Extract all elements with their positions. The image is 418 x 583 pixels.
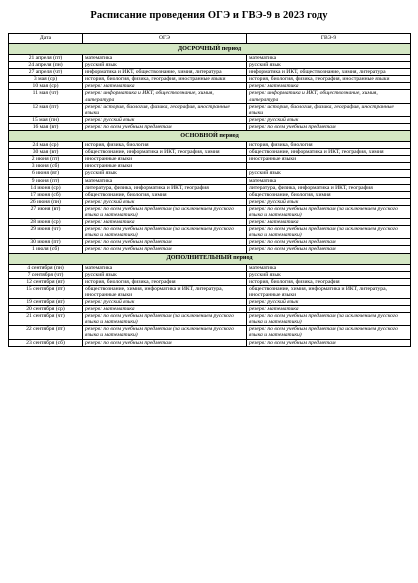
table-row — [9, 163, 411, 170]
oge-cell: информатика и ИКТ, обществознание, химия, литература — [83, 69, 247, 76]
table-row — [9, 90, 411, 103]
date-cell: 6 июня (вт) — [9, 170, 83, 177]
date-cell: 21 сентября (чт) — [9, 313, 83, 326]
table-row — [9, 306, 411, 313]
table-row — [9, 226, 411, 239]
date-cell: 30 мая (вт) — [9, 149, 83, 156]
gve-cell: русский язык — [247, 271, 411, 278]
oge-cell: резерв: по всем учебным предметам (за исключением русского языка и математики) — [83, 205, 247, 218]
date-cell: 26 июня (пн) — [9, 198, 83, 205]
table-row — [9, 76, 411, 83]
gve-cell: математика — [247, 55, 411, 62]
table-row — [9, 170, 411, 177]
oge-cell: история, биология, физика, география — [83, 278, 247, 285]
gve-cell: резерв: информатика и ИКТ, обществознание, химия, литература — [247, 90, 411, 103]
table-row — [9, 83, 411, 90]
gve-cell: резерв: история, биология, физика, география, иностранные языки — [247, 103, 411, 116]
date-cell: 16 мая (вт) — [9, 123, 83, 130]
date-cell: 29 июня (чт) — [9, 226, 83, 239]
section-header-row — [9, 253, 411, 264]
oge-cell: литература, физика, информатика и ИКТ, география — [83, 184, 247, 191]
date-cell: 7 сентября (чт) — [9, 271, 83, 278]
table-row — [9, 205, 411, 218]
gve-cell: история, физика, биология — [247, 142, 411, 149]
date-cell: 3 мая (ср) — [9, 76, 83, 83]
gve-cell: русский язык — [247, 170, 411, 177]
page-title: Расписание проведения ОГЭ и ГВЭ-9 в 2023 году — [90, 10, 328, 21]
table-header-row — [9, 34, 411, 44]
gve-cell: резерв: русский язык — [247, 116, 411, 123]
table-row — [9, 55, 411, 62]
date-cell: 14 июня (ср) — [9, 184, 83, 191]
gve-cell: история, биология, физика, география — [247, 278, 411, 285]
oge-cell: резерв: математика — [83, 83, 247, 90]
date-cell: 30 июня (пт) — [9, 239, 83, 246]
oge-cell: резерв: по всем учебным предметам (за исключением русского языка и математики) — [83, 313, 247, 326]
date-cell: 23 сентября (сб) — [9, 339, 83, 346]
date-cell: 3 июня (сб) — [9, 163, 83, 170]
table-row — [9, 191, 411, 198]
table-row — [9, 299, 411, 306]
table-row — [9, 142, 411, 149]
date-cell: 1 июля (сб) — [9, 246, 83, 253]
oge-cell: математика — [83, 264, 247, 271]
table-row — [9, 271, 411, 278]
table-row — [9, 123, 411, 130]
table-row — [9, 219, 411, 226]
table-row — [9, 184, 411, 191]
oge-cell: резерв: по всем учебным предметам — [83, 246, 247, 253]
oge-cell: резерв: русский язык — [83, 116, 247, 123]
date-cell: 10 мая (ср) — [9, 83, 83, 90]
oge-cell: резерв: по всем учебным предметам (за исключением русского языка и математики) — [83, 326, 247, 339]
date-cell: 27 июня (вт) — [9, 205, 83, 218]
gve-cell: резерв: по всем учебным предметам (за исключением русского языка и математики) — [247, 226, 411, 239]
table-row — [9, 156, 411, 163]
oge-cell: резерв: по всем учебным предметам (за исключением русского языка и математики) — [83, 226, 247, 239]
gve-cell: литература, физика, информатика и ИКТ, география — [247, 184, 411, 191]
header-date: Дата — [9, 34, 83, 44]
oge-cell: резерв: по всем учебным предметам — [83, 123, 247, 130]
date-cell: 15 сентября (пт) — [9, 285, 83, 298]
table-row — [9, 285, 411, 298]
date-cell: 9 июня (пт) — [9, 177, 83, 184]
date-cell: 11 мая (чт) — [9, 90, 83, 103]
table-row — [9, 103, 411, 116]
date-cell: 22 сентября (пт) — [9, 326, 83, 339]
table-row — [9, 62, 411, 69]
gve-cell: иностранные языки — [247, 156, 411, 163]
gve-cell: резерв: математика — [247, 83, 411, 90]
oge-cell: русский язык — [83, 62, 247, 69]
gve-cell: математика — [247, 177, 411, 184]
gve-cell: резерв: русский язык — [247, 299, 411, 306]
date-cell: 12 сентября (вт) — [9, 278, 83, 285]
oge-cell: математика — [83, 177, 247, 184]
oge-cell: иностранные языки — [83, 163, 247, 170]
table-row — [9, 69, 411, 76]
date-cell: 28 июня (ср) — [9, 219, 83, 226]
oge-cell: резерв: математика — [83, 306, 247, 313]
oge-cell: обществознание, информатика и ИКТ, география, химия — [83, 149, 247, 156]
gve-cell: резерв: по всем учебным предметам (за исключением русского языка и математики) — [247, 313, 411, 326]
oge-cell: резерв: по всем учебным предметам — [83, 239, 247, 246]
gve-cell: информатика и ИКТ, обществознание, химия, литература — [247, 69, 411, 76]
date-cell: 24 апреля (пн) — [9, 62, 83, 69]
date-cell: 24 мая (ср) — [9, 142, 83, 149]
date-cell: 27 апреля (чт) — [9, 69, 83, 76]
table-row — [9, 239, 411, 246]
table-row — [9, 339, 411, 346]
gve-cell: резерв: по всем учебным предметам — [247, 123, 411, 130]
header-gve: ГВЭ-9 — [247, 34, 411, 44]
oge-cell: русский язык — [83, 170, 247, 177]
date-cell: 20 сентября (ср) — [9, 306, 83, 313]
oge-cell: резерв: информатика и ИКТ, обществознание, химия, литература — [83, 90, 247, 103]
gve-cell: обществознание, биология, химия — [247, 191, 411, 198]
gve-cell: русский язык — [247, 62, 411, 69]
gve-cell: резерв: по всем учебным предметам — [247, 339, 411, 346]
gve-cell: резерв: по всем учебным предметам — [247, 239, 411, 246]
header-oge: ОГЭ — [83, 34, 247, 44]
gve-cell: резерв: математика — [247, 306, 411, 313]
table-row — [9, 116, 411, 123]
oge-cell: математика — [83, 55, 247, 62]
oge-cell: обществознание, биология, химия — [83, 191, 247, 198]
table-row — [9, 177, 411, 184]
oge-cell: резерв: русский язык — [83, 299, 247, 306]
date-cell: 4 сентября (пн) — [9, 264, 83, 271]
oge-cell: иностранные языки — [83, 156, 247, 163]
table-row — [9, 326, 411, 339]
gve-cell: обществознание, информатика и ИКТ, география, химия — [247, 149, 411, 156]
oge-cell: резерв: русский язык — [83, 198, 247, 205]
gve-cell: резерв: по всем учебным предметам (за исключением русского языка и математики) — [247, 205, 411, 218]
date-cell: 12 мая (пт) — [9, 103, 83, 116]
gve-cell: математика — [247, 264, 411, 271]
section-title: ДОПОЛНИТЕЛЬНЫЙ период — [9, 253, 411, 264]
oge-cell: история, биология, физика, география, иностранные языки — [83, 76, 247, 83]
section-header-row — [9, 131, 411, 142]
gve-cell: история, биология, физика, география, иностранные языки — [247, 76, 411, 83]
table-row — [9, 278, 411, 285]
oge-cell: обществознание, химия, информатика и ИКТ, литература, иностранные языки — [83, 285, 247, 298]
table-row — [9, 313, 411, 326]
section-header-row — [9, 44, 411, 55]
section-title: ДОСРОЧНЫЙ период — [9, 44, 411, 55]
table-row — [9, 149, 411, 156]
oge-cell: русский язык — [83, 271, 247, 278]
table-row — [9, 246, 411, 253]
date-cell: 2 июня (пт) — [9, 156, 83, 163]
section-title: ОСНОВНОЙ период — [9, 131, 411, 142]
date-cell: 21 апреля (пт) — [9, 55, 83, 62]
gve-cell: резерв: по всем учебным предметам — [247, 246, 411, 253]
date-cell: 15 мая (пн) — [9, 116, 83, 123]
gve-cell: обществознание, химия, информатика и ИКТ, литература, иностранные языки — [247, 285, 411, 298]
schedule-table — [8, 33, 411, 347]
date-cell: 17 июня (сб) — [9, 191, 83, 198]
date-cell: 19 сентября (вт) — [9, 299, 83, 306]
oge-cell: резерв: история, биология, физика, география, иностранные языки — [83, 103, 247, 116]
gve-cell: резерв: по всем учебным предметам (за исключением русского языка и математики) — [247, 326, 411, 339]
table-body — [9, 44, 411, 347]
gve-cell — [247, 163, 411, 170]
oge-cell: резерв: математика — [83, 219, 247, 226]
oge-cell: резерв: по всем учебным предметам — [83, 339, 247, 346]
table-row — [9, 198, 411, 205]
gve-cell: резерв: математика — [247, 219, 411, 226]
gve-cell: резерв: русский язык — [247, 198, 411, 205]
oge-cell: история, физика, биология — [83, 142, 247, 149]
table-row — [9, 264, 411, 271]
